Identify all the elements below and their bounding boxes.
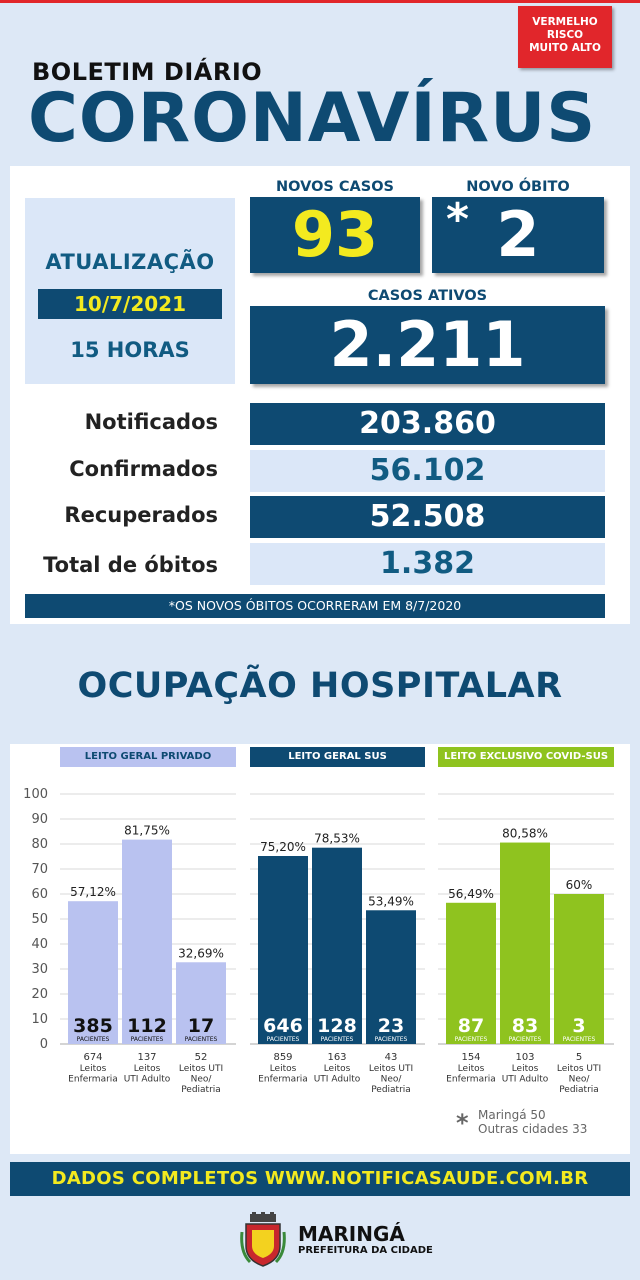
y-tick-label: 100	[23, 787, 48, 802]
bar-patients-count: 3	[572, 1015, 586, 1037]
update-label: ATUALIZAÇÃO	[45, 250, 215, 274]
bulletin-subtitle: BOLETIM DIÁRIO	[32, 58, 263, 86]
bar-percent-label: 80,58%	[502, 826, 548, 841]
update-date: 10/7/2021	[38, 289, 222, 319]
notified-value: 203.860	[250, 403, 605, 445]
notified-label: Notificados	[84, 410, 218, 434]
bar-patients-count: 128	[317, 1015, 357, 1037]
bar-category-label: UTI Adulto	[123, 1074, 171, 1085]
group-header-sus: LEITO GERAL SUS	[250, 747, 425, 767]
y-tick-label: 70	[31, 862, 48, 877]
bar-category-label: Leitos	[133, 1064, 161, 1074]
total-deaths-value: 1.382	[250, 543, 605, 585]
y-tick-label: 20	[31, 987, 48, 1002]
bar-category-label: UTI Adulto	[313, 1074, 361, 1085]
occupancy-bar	[122, 840, 172, 1044]
bar-patients-count: 83	[511, 1015, 539, 1037]
footer-link-bar[interactable]: DADOS COMPLETOS WWW.NOTIFICASAUDE.COM.BR	[10, 1162, 630, 1196]
bar-beds-count: 43	[384, 1052, 398, 1063]
city-subtitle: PREFEITURA DA CIDADE	[298, 1245, 433, 1256]
bar-patients-count: 87	[457, 1015, 485, 1037]
asterisk-icon: *	[446, 194, 470, 245]
new-cases-label: NOVOS CASOS	[276, 179, 394, 195]
risk-line-3: MUITO ALTO	[529, 42, 601, 54]
new-death-label: NOVO ÓBITO	[466, 179, 570, 195]
new-death-value: 2	[496, 198, 540, 271]
bar-percent-label: 57,12%	[70, 885, 116, 900]
update-hour: 15 HORAS	[70, 338, 190, 362]
bar-patients-label: PACIENTES	[374, 1036, 408, 1043]
deaths-note: *OS NOVOS ÓBITOS OCORRERAM EM 8/7/2020	[25, 594, 605, 618]
bar-percent-label: 78,53%	[314, 831, 360, 846]
risk-line-1: VERMELHO	[532, 16, 598, 28]
occupancy-bar	[500, 843, 550, 1044]
bar-patients-count: 646	[263, 1015, 303, 1037]
bulletin-title: CORONAVÍRUS	[28, 79, 597, 158]
y-tick-label: 90	[31, 812, 48, 827]
bar-beds-count: 5	[575, 1052, 583, 1063]
bar-patients-count: 17	[187, 1015, 215, 1037]
asterisk-icon: *	[456, 1109, 469, 1137]
bar-patients-label: PACIENTES	[76, 1036, 110, 1043]
legend-line-1: Maringá 50	[478, 1108, 546, 1122]
bar-category-label: Enfermaria	[258, 1074, 308, 1085]
bar-beds-count: 137	[137, 1052, 157, 1063]
recovered-value: 52.508	[250, 496, 605, 538]
bar-category-label: Leitos	[511, 1064, 539, 1074]
bar-category-label: Neo/	[190, 1074, 212, 1085]
bar-category-label: Leitos UTI	[556, 1064, 602, 1074]
new-cases-value: 93	[250, 197, 420, 273]
bar-patients-label: PACIENTES	[508, 1036, 542, 1043]
city-name: MARINGÁ	[298, 1222, 405, 1246]
city-coat-of-arms-icon	[240, 1212, 286, 1268]
bar-category-label: Leitos	[269, 1064, 297, 1074]
hospital-section-title: OCUPAÇÃO HOSPITALAR	[77, 666, 563, 706]
bar-patients-count: 385	[73, 1015, 113, 1037]
y-tick-label: 60	[31, 887, 48, 902]
y-tick-label: 50	[31, 912, 48, 927]
bar-beds-count: 52	[194, 1052, 208, 1063]
bar-category-label: Leitos UTI	[178, 1064, 224, 1074]
legend-note	[478, 1108, 587, 1136]
bar-category-label: Pediatria	[559, 1085, 599, 1095]
bar-category-label: Enfermaria	[68, 1074, 118, 1085]
bar-patients-label: PACIENTES	[320, 1036, 354, 1043]
bar-category-label: Leitos	[79, 1064, 107, 1074]
bar-percent-label: 53,49%	[368, 894, 414, 909]
bar-patients-label: PACIENTES	[562, 1036, 596, 1043]
bar-category-label: Leitos	[457, 1064, 485, 1074]
bar-patients-label: PACIENTES	[184, 1036, 218, 1043]
confirmed-label: Confirmados	[69, 457, 218, 481]
bar-patients-count: 112	[127, 1015, 167, 1037]
bar-beds-count: 674	[83, 1052, 103, 1063]
bar-category-label: Pediatria	[181, 1085, 221, 1095]
bar-percent-label: 32,69%	[178, 946, 224, 961]
legend-line-2: Outras cidades 33	[478, 1122, 588, 1136]
y-tick-label: 40	[31, 937, 48, 952]
bar-percent-label: 56,49%	[448, 886, 494, 901]
bar-beds-count: 103	[515, 1052, 535, 1063]
bar-category-label: UTI Adulto	[501, 1074, 549, 1085]
bar-patients-label: PACIENTES	[266, 1036, 300, 1043]
recovered-label: Recuperados	[64, 503, 218, 527]
bar-beds-count: 163	[327, 1052, 347, 1063]
bar-category-label: Leitos	[323, 1064, 351, 1074]
bar-category-label: Leitos UTI	[368, 1064, 414, 1074]
bar-patients-count: 23	[377, 1015, 405, 1037]
bar-category-label: Neo/	[380, 1074, 402, 1085]
total-deaths-label: Total de óbitos	[43, 553, 218, 577]
active-cases-value: 2.211	[250, 306, 605, 384]
bar-percent-label: 75,20%	[260, 840, 306, 854]
bar-beds-count: 859	[273, 1052, 293, 1063]
y-tick-label: 10	[31, 1012, 48, 1027]
bar-beds-count: 154	[461, 1052, 481, 1063]
risk-line-2: RISCO	[546, 29, 584, 41]
group-header-covid-sus: LEITO EXCLUSIVO COVID-SUS	[438, 747, 614, 767]
bar-patients-label: PACIENTES	[454, 1036, 488, 1043]
active-cases-label: CASOS ATIVOS	[367, 288, 488, 304]
bar-category-label: Neo/	[568, 1074, 590, 1085]
bar-patients-label: PACIENTES	[130, 1036, 164, 1043]
y-tick-label: 80	[31, 837, 48, 852]
group-header-private: LEITO GERAL PRIVADO	[60, 747, 236, 767]
confirmed-value: 56.102	[250, 450, 605, 492]
y-tick-label: 0	[39, 1037, 48, 1052]
bar-percent-label: 60%	[565, 878, 593, 892]
bar-category-label: Pediatria	[371, 1085, 411, 1095]
bar-percent-label: 81,75%	[124, 823, 170, 838]
bar-category-label: Enfermaria	[446, 1074, 496, 1085]
y-tick-label: 30	[31, 962, 48, 977]
